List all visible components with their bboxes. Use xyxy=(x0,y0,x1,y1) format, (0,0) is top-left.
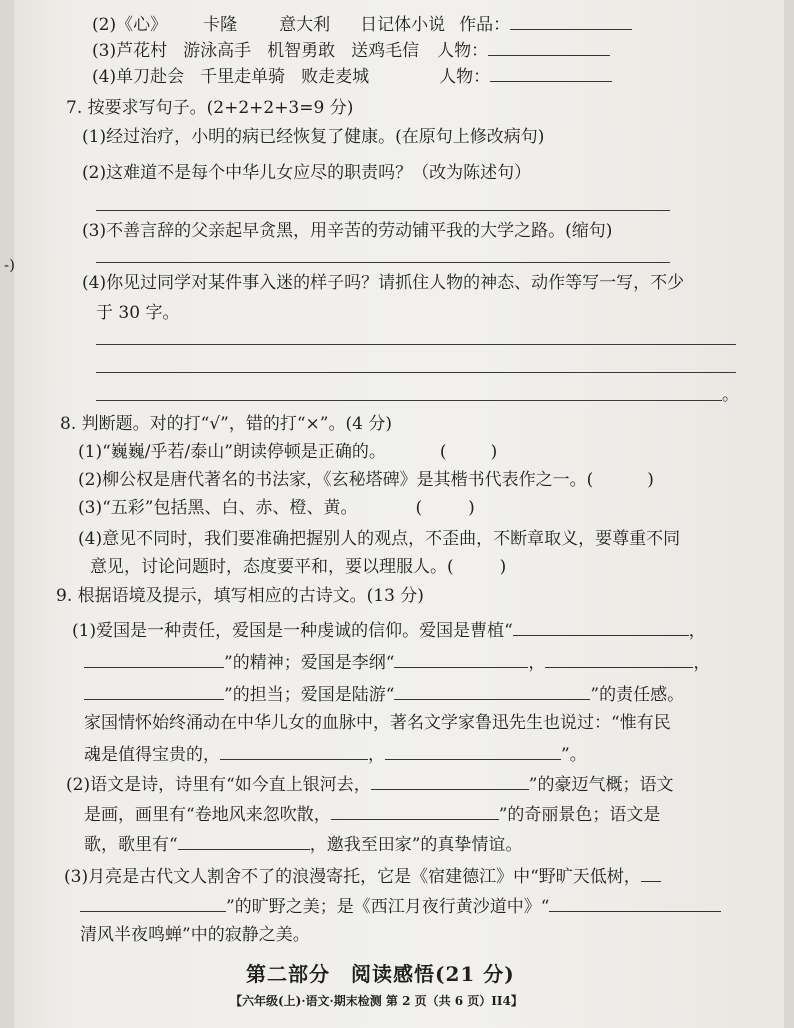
q7-item-2: (2)这难道不是每个中华儿女应尽的职责吗？（改为陈述句） xyxy=(82,163,532,183)
q8-answer-paren[interactable]: ( ) xyxy=(439,442,498,462)
poem-blank[interactable] xyxy=(549,894,721,912)
poem-blank[interactable] xyxy=(513,618,689,636)
poem-blank[interactable] xyxy=(331,802,499,820)
q6-row-3: (3)芦花村 游泳高手 机智勇敢 送鸡毛信 人物： xyxy=(92,38,610,62)
poem-blank[interactable] xyxy=(545,650,693,668)
q6-answer-blank[interactable] xyxy=(490,64,612,82)
q9-p3-line2: ”的旷野之美；是《西江月夜行黄沙道中》“ xyxy=(80,894,721,918)
poem-blank[interactable] xyxy=(394,650,528,668)
q6-answer-blank[interactable] xyxy=(510,12,632,30)
q9-p1-line2: ”的精神；爱国是李纲“ ， ， xyxy=(84,650,710,674)
poem-blank[interactable] xyxy=(385,742,561,760)
q9-title: 9. 根据语境及提示，填写相应的古诗文。(13 分) xyxy=(56,586,424,606)
q9-p3-line1: (3)月亮是古代文人割舍不了的浪漫寄托，它是《宿建德江》中“野旷天低树， xyxy=(64,864,661,888)
poem-blank[interactable] xyxy=(84,682,224,700)
poem-blank[interactable] xyxy=(371,772,529,790)
q8-item-4b: 意见，讨论问题时，态度要平和，要以理服人。( ) xyxy=(90,557,507,577)
poem-blank[interactable] xyxy=(641,864,661,882)
q7-item-4b: 于 30 字。 xyxy=(96,303,180,323)
q8-item-4a: (4)意见不同时，我们要准确把握别人的观点，不歪曲，不断章取义，要尊重不同 xyxy=(78,529,681,549)
q7-item-4a: (4)你见过同学对某件事入迷的样子吗？请抓住人物的神态、动作等写一写，不少 xyxy=(82,273,685,293)
poem-blank[interactable] xyxy=(178,832,310,850)
poem-blank[interactable] xyxy=(80,894,226,912)
answer-line[interactable] xyxy=(96,262,670,263)
q6-row-2: (2)《心》 卡隆 意大利 日记体小说 作品： xyxy=(92,12,632,36)
q8-item-2: (2)柳公权是唐代著名的书法家，《玄秘塔碑》是其楷书代表作之一。( ) xyxy=(78,470,654,490)
poem-blank[interactable] xyxy=(394,682,590,700)
q8-item-3: (3)“五彩”包括黑、白、赤、橙、黄。 ( ) xyxy=(78,498,475,518)
poem-blank[interactable] xyxy=(220,742,368,760)
q9-p1-line1: (1)爱国是一种责任，爱国是一种虔诚的信仰。爱国是曹植“ ， xyxy=(72,618,706,642)
q8-answer-paren[interactable]: ( ) xyxy=(415,498,475,518)
q7-title: 7. 按要求写句子。(2+2+2+3=9 分) xyxy=(66,98,354,118)
answer-line[interactable] xyxy=(96,400,722,401)
q9-p2-line3: 歌，歌里有“ ，邀我至田家”的真挚情谊。 xyxy=(84,832,522,856)
q7-item-1: (1)经过治疗，小明的病已经恢复了健康。(在原句上修改病句) xyxy=(82,127,545,147)
q9-p1-line5: 魂是值得宝贵的， ， ”。 xyxy=(84,742,587,766)
q6-answer-blank[interactable] xyxy=(488,38,610,56)
q6-row-4: (4)单刀赴会 千里走单骑 败走麦城 人物： xyxy=(92,64,612,88)
answer-line[interactable] xyxy=(96,210,670,211)
q8-item-1: (1)“巍巍/乎若/泰山”朗读停顿是正确的。 ( ) xyxy=(78,442,498,462)
q9-p3-line3: 清风半夜鸣蝉”中的寂静之美。 xyxy=(80,925,310,945)
section-title: 第二部分 阅读感悟(21 分) xyxy=(246,962,515,986)
q9-p1-line3: ”的担当；爱国是陆游“ ”的责任感。 xyxy=(84,682,684,706)
margin-mark: -) xyxy=(4,256,15,274)
q7-period: 。 xyxy=(722,385,739,405)
q9-p2-line2: 是画，画里有“卷地风来忽吹散， ”的奇丽景色；语文是 xyxy=(84,802,660,826)
q8-title: 8. 判断题。对的打“√”，错的打“×”。(4 分) xyxy=(60,414,392,434)
q9-p1-line4: 家国情怀始终涌动在中华儿女的血脉中，著名文学家鲁迅先生也说过：“惟有民 xyxy=(84,713,671,733)
poem-blank[interactable] xyxy=(84,650,224,668)
q9-p2-line1: (2)语文是诗，诗里有“如今直上银河去， ”的豪迈气概；语文 xyxy=(66,772,673,796)
answer-line[interactable] xyxy=(96,372,736,373)
q7-item-3: (3)不善言辞的父亲起早贪黑，用辛苦的劳动铺平我的大学之路。(缩句) xyxy=(82,221,613,241)
answer-line[interactable] xyxy=(96,344,736,345)
page-footer: 【六年级(上)·语文·期末检测 第 2 页（共 6 页）II4】 xyxy=(230,994,523,1008)
